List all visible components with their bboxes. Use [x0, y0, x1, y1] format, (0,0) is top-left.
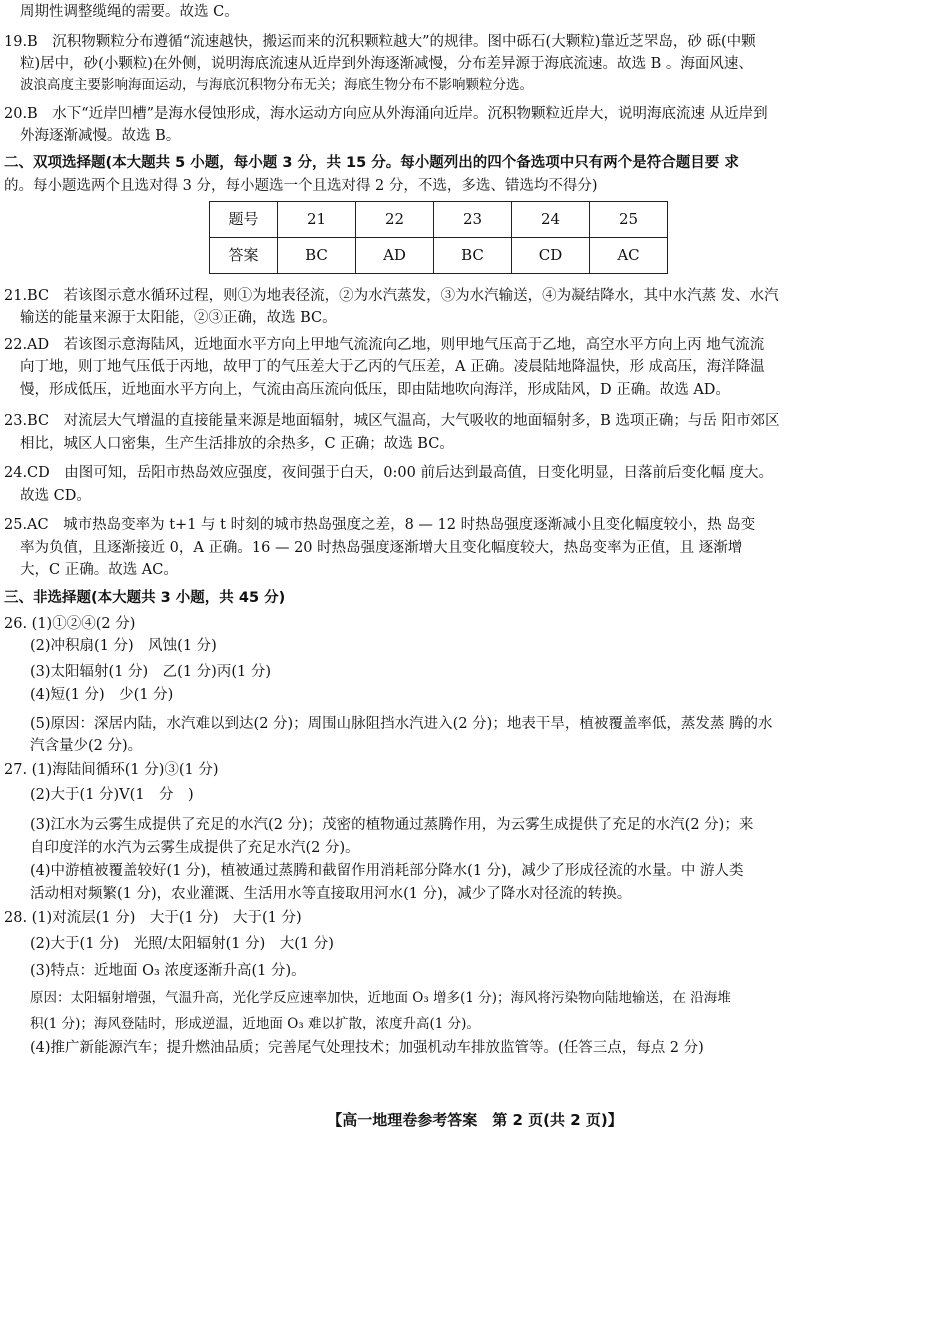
question-number: 22	[356, 202, 434, 238]
text-line: (2)大于(1 分)Ⅴ(1 分 )	[30, 787, 194, 803]
answer-cell: AD	[356, 238, 434, 274]
answer-22: 22.AD 若该图示意海陆风，近地面水平方向上甲地气流流向乙地，则甲地气压高于乙地，高空水平方向上丙 地气流流	[4, 337, 765, 353]
answer-19: 19.B 沉积物颗粒分布遵循“流速越快，搬运而来的沉积颗粒越大”的规律。图中砾石(大颗粒)靠近芝罘岛，砂 砾(中颗	[4, 34, 756, 50]
text-line: 向丁地，则丁地气压低于丙地，故甲丁的气压差大于乙丙的气压差，A 正确。凌晨陆地降温快，形 成高压，海洋降温	[20, 359, 765, 375]
text-line: 积(1 分)；海风登陆时，形成逆温，近地面 O₃ 难以扩散，浓度升高(1 分)。	[30, 1016, 480, 1032]
answer-23: 23.BC 对流层大气增温的直接能量来源是地面辐射，城区气温高，大气吸收的地面辐射多，B 选项正确；与岳 阳市郊区	[4, 413, 780, 429]
answer-28: 28. (1)对流层(1 分) 大于(1 分) 大于(1 分)	[4, 910, 302, 926]
table-header-label: 题号	[210, 202, 278, 238]
text-line: 故选 CD。	[20, 488, 91, 504]
text-line: 粒)居中，砂(小颗粒)在外侧，说明海底流速从近岸到外海逐渐减慢，分布差异源于海底流速。故选 B 。海面风速、	[20, 56, 753, 72]
table-row	[210, 202, 668, 238]
page-footer: 【高一地理卷参考答案 第 2 页(共 2 页)】	[327, 1111, 623, 1129]
question-number: 24	[512, 202, 590, 238]
table-row	[210, 238, 668, 274]
text-line: 的。每小题选两个且选对得 3 分，每小题选一个且选对得 2 分，不选，多选、错选均不得分)	[4, 178, 598, 194]
text-line: 外海逐渐减慢。故选 B。	[20, 128, 181, 144]
text-line: (4)推广新能源汽车；提升燃油品质；完善尾气处理技术；加强机动车排放监管等。(任答三点，每点 2 分)	[30, 1040, 704, 1056]
text-line: 率为负值，且逐渐接近 0，A 正确。16 — 20 时热岛强度逐渐增大且变化幅度较大，热岛变率为正值，且 逐渐增	[20, 540, 743, 556]
answer-cell: CD	[512, 238, 590, 274]
question-number: 21	[278, 202, 356, 238]
text-line: (2)冲积扇(1 分) 风蚀(1 分)	[30, 638, 217, 654]
text-line: 周期性调整缆绳的需要。故选 C。	[20, 4, 239, 20]
answer-cell: BC	[434, 238, 512, 274]
text-line: 相比，城区人口密集，生产生活排放的余热多，C 正确；故选 BC。	[20, 436, 454, 452]
text-line: 原因：太阳辐射增强，气温升高，光化学反应速率加快，近地面 O₃ 增多(1 分)；海风将污染物向陆地输送，在 沿海堆	[30, 990, 731, 1006]
table-answer-label: 答案	[210, 238, 278, 274]
text-line: (5)原因：深居内陆，水汽难以到达(2 分)；周围山脉阻挡水汽进入(2 分)；地表干旱，植被覆盖率低，蒸发蒸 腾的水	[30, 716, 773, 732]
text-line: 活动相对频繁(1 分)，农业灌溉、生活用水等直接取用河水(1 分)，减少了降水对径流的转换。	[30, 886, 632, 902]
section-heading-2: 二、双项选择题(本大题共 5 小题，每小题 3 分，共 15 分。每小题列出的四个备选项中只有两个是符合题目要 求	[4, 155, 739, 171]
question-number: 23	[434, 202, 512, 238]
answer-24: 24.CD 由图可知，岳阳市热岛效应强度，夜间强于白天，0:00 前后达到最高值，日变化明显，日落前后变化幅 度大。	[4, 465, 774, 481]
section-heading-3: 三、非选择题(本大题共 3 小题，共 45 分)	[4, 590, 286, 606]
text-line: (3)太阳辐射(1 分) 乙(1 分)丙(1 分)	[30, 664, 271, 680]
text-line: (4)中游植被覆盖较好(1 分)，植被通过蒸腾和截留作用消耗部分降水(1 分)，减少了形成径流的水量。中 游人类	[30, 863, 744, 879]
text-line: 自印度洋的水汽为云雾生成提供了充足水汽(2 分)。	[30, 840, 360, 856]
text-line: (3)特点：近地面 O₃ 浓度逐渐升高(1 分)。	[30, 963, 306, 979]
text-line: 波浪高度主要影响海面运动，与海底沉积物分布无关；海底生物分布不影响颗粒分选。	[20, 77, 533, 93]
answer-20: 20.B 水下“近岸凹槽”是海水侵蚀形成，海水运动方向应从外海涌向近岸。沉积物颗粒近岸大，说明海底流速 从近岸到	[4, 106, 768, 122]
answer-table	[209, 201, 668, 274]
text-line: (3)江水为云雾生成提供了充足的水汽(2 分)；茂密的植物通过蒸腾作用，为云雾生成提供了充足的水汽(2 分)；来	[30, 817, 754, 833]
question-number: 25	[590, 202, 668, 238]
answer-25: 25.AC 城市热岛变率为 t+1 与 t 时刻的城市热岛强度之差，8 — 12 时热岛强度逐渐减小且变化幅度较小，热 岛变	[4, 517, 756, 533]
text-line: (2)大于(1 分) 光照/太阳辐射(1 分) 大(1 分)	[30, 936, 334, 952]
answer-21: 21.BC 若该图示意水循环过程，则①为地表径流，②为水汽蒸发，③为水汽输送，④为凝结降水，其中水汽蒸 发、水汽	[4, 288, 779, 304]
text-line: 慢，形成低压，近地面水平方向上，气流由高压流向低压，即由陆地吹向海洋，形成陆风，D 正确。故选 AD。	[20, 382, 730, 398]
answer-26: 26. (1)①②④(2 分)	[4, 616, 136, 632]
text-line: 输送的能量来源于太阳能，②③正确，故选 BC。	[20, 310, 337, 326]
text-line: (4)短(1 分) 少(1 分)	[30, 687, 174, 703]
answer-cell: AC	[590, 238, 668, 274]
answer-cell: BC	[278, 238, 356, 274]
answer-27: 27. (1)海陆间循环(1 分)③(1 分)	[4, 762, 219, 778]
text-line: 大，C 正确。故选 AC。	[20, 562, 178, 578]
text-line: 汽含量少(2 分)。	[30, 738, 143, 754]
